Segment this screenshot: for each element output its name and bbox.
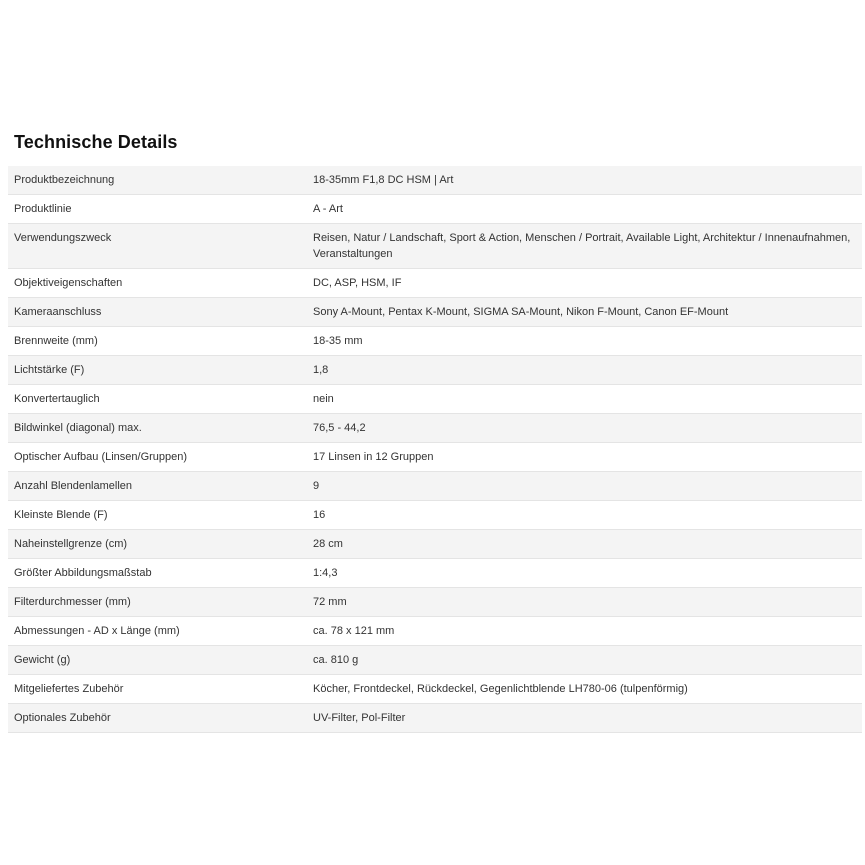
- spec-value: 17 Linsen in 12 Gruppen: [307, 443, 862, 472]
- table-row: [8, 559, 862, 588]
- table-row: [8, 472, 862, 501]
- table-row: [8, 675, 862, 704]
- spec-label: Kameraanschluss: [8, 298, 307, 327]
- spec-value: Köcher, Frontdeckel, Rückdeckel, Gegenlichtblende LH780-06 (tulpenförmig): [307, 675, 862, 704]
- spec-value: 1,8: [307, 356, 862, 385]
- spec-value: 72 mm: [307, 588, 862, 617]
- spec-value: A - Art: [307, 195, 862, 224]
- specs-table: [8, 166, 862, 733]
- table-row: [8, 385, 862, 414]
- spec-value: 1:4,3: [307, 559, 862, 588]
- spec-value: 28 cm: [307, 530, 862, 559]
- spec-label: Verwendungszweck: [8, 224, 307, 269]
- spec-label: Kleinste Blende (F): [8, 501, 307, 530]
- table-row: [8, 224, 862, 269]
- table-row: [8, 530, 862, 559]
- table-row: [8, 617, 862, 646]
- spec-value: UV-Filter, Pol-Filter: [307, 704, 862, 733]
- spec-value: ca. 78 x 121 mm: [307, 617, 862, 646]
- spec-label: Brennweite (mm): [8, 327, 307, 356]
- spec-value: ca. 810 g: [307, 646, 862, 675]
- section-title: Technische Details: [14, 132, 178, 152]
- table-row: [8, 269, 862, 298]
- table-row: [8, 298, 862, 327]
- spec-label: Bildwinkel (diagonal) max.: [8, 414, 307, 443]
- spec-label: Größter Abbildungsmaßstab: [8, 559, 307, 588]
- spec-label: Lichtstärke (F): [8, 356, 307, 385]
- table-row: [8, 195, 862, 224]
- spec-value: 9: [307, 472, 862, 501]
- technical-details-section: [8, 128, 862, 733]
- table-row: [8, 501, 862, 530]
- table-row: [8, 646, 862, 675]
- spec-value: Reisen, Natur / Landschaft, Sport & Action, Menschen / Portrait, Available Light, Architektur / Innenaufnahmen, Veranstaltungen: [307, 224, 862, 269]
- spec-value: 18-35mm F1,8 DC HSM | Art: [307, 166, 862, 195]
- spec-label: Produktbezeichnung: [8, 166, 307, 195]
- spec-label: Filterdurchmesser (mm): [8, 588, 307, 617]
- spec-label: Objektiveigenschaften: [8, 269, 307, 298]
- spec-value: DC, ASP, HSM, IF: [307, 269, 862, 298]
- spec-label: Naheinstellgrenze (cm): [8, 530, 307, 559]
- spec-value: Sony A-Mount, Pentax K-Mount, SIGMA SA-Mount, Nikon F-Mount, Canon EF-Mount: [307, 298, 862, 327]
- spec-label: Gewicht (g): [8, 646, 307, 675]
- spec-label: Mitgeliefertes Zubehör: [8, 675, 307, 704]
- table-row: [8, 704, 862, 733]
- table-row: [8, 327, 862, 356]
- spec-value: 76,5 - 44,2: [307, 414, 862, 443]
- spec-label: Anzahl Blendenlamellen: [8, 472, 307, 501]
- table-row: [8, 588, 862, 617]
- spec-value: 16: [307, 501, 862, 530]
- spec-value: nein: [307, 385, 862, 414]
- spec-label: Produktlinie: [8, 195, 307, 224]
- spec-label: Optischer Aufbau (Linsen/Gruppen): [8, 443, 307, 472]
- table-row: [8, 166, 862, 195]
- table-row: [8, 356, 862, 385]
- specs-table-body: [8, 166, 862, 733]
- table-row: [8, 414, 862, 443]
- table-row: [8, 443, 862, 472]
- spec-label: Konvertertauglich: [8, 385, 307, 414]
- spec-label: Optionales Zubehör: [8, 704, 307, 733]
- spec-value: 18-35 mm: [307, 327, 862, 356]
- spec-label: Abmessungen - AD x Länge (mm): [8, 617, 307, 646]
